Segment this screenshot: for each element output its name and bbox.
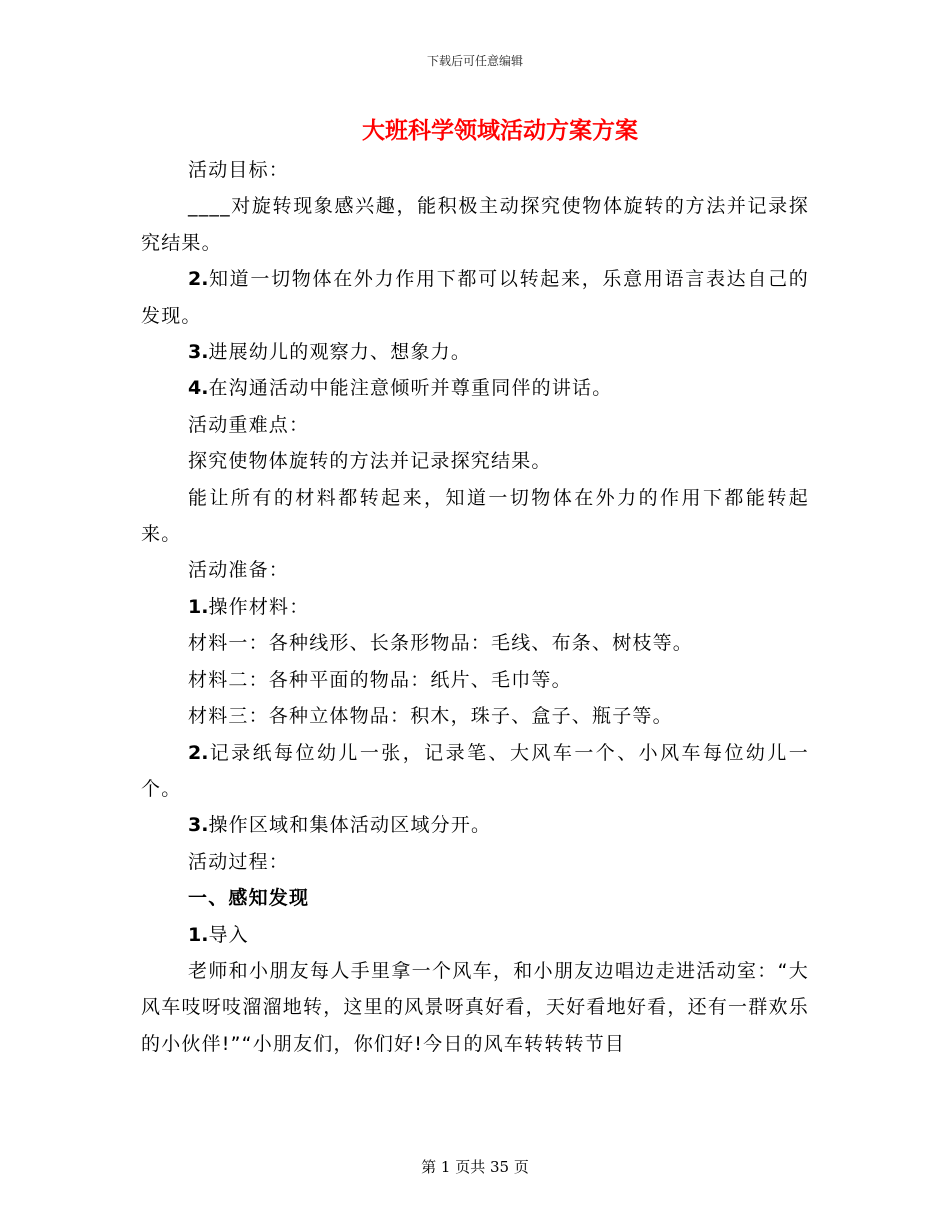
header-note: 下载后可任意编辑: [426, 54, 523, 68]
paragraph: 活动重难点：: [188, 413, 310, 436]
item-number: 4.: [188, 377, 209, 400]
paragraph-text: 操作区域和集体活动区域分开。: [208, 814, 492, 837]
paragraph: 探究使物体旋转的方法并记录探究结果。: [188, 450, 552, 473]
paragraph: ____对旋转现象感兴趣，能积极主动探究使物体旋转的方法并记录探究结果。: [141, 195, 809, 254]
numbered-paragraph: [141, 261, 809, 334]
numbered-paragraph: [141, 334, 809, 370]
item-number: 1.: [188, 595, 209, 618]
paragraph: 能让所有的材料都转起来，知道一切物体在外力的作用下都能转起来。: [141, 486, 809, 546]
item-number: 2.: [188, 268, 209, 291]
paragraph: 活动过程：: [188, 850, 290, 873]
numbered-paragraph: [141, 589, 809, 625]
paragraph: 活动目标：: [188, 159, 290, 181]
page-footer: 第 1 页共 35 页: [421, 1158, 529, 1176]
paragraph: 材料一：各种线形、长条形物品：毛线、布条、树枝等。: [188, 632, 694, 655]
paragraph-text: 操作材料：: [208, 595, 310, 618]
numbered-paragraph: [141, 735, 809, 808]
paragraph: 老师和小朋友每人手里拿一个风车，和小朋友边唱边走进活动室：“大风车吱呀吱溜溜地转，这里的风景呀真好看，天好看地好看，还有一群欢乐的小伙伴!”“小朋友们，你们好!今日的风车转转转节目: [141, 959, 809, 1055]
item-number: 3.: [188, 341, 209, 364]
paragraph: 活动准备：: [188, 559, 290, 582]
section-heading: 一、感知发现: [188, 887, 310, 910]
paragraph-text: 进展幼儿的观察力、想象力。: [208, 341, 472, 364]
paragraph-text: 导入: [208, 923, 249, 946]
paragraph-text: 知道一切物体在外力作用下都可以转起来，乐意用语言表达自己的发现。: [141, 268, 809, 327]
paragraph-text: 记录纸每位幼儿一张，记录笔、大风车一个、小风车每位幼儿一个。: [141, 741, 809, 800]
paragraph-text: 在沟通活动中能注意倾听并尊重同伴的讲话。: [208, 377, 613, 400]
numbered-paragraph: [141, 807, 809, 843]
document-body: [141, 152, 809, 1062]
numbered-paragraph: [141, 370, 809, 406]
numbered-paragraph: [141, 917, 809, 953]
document-title: 大班科学领域活动方案方案: [362, 117, 638, 144]
item-number: 3.: [188, 814, 209, 837]
paragraph: 材料二：各种平面的物品：纸片、毛巾等。: [188, 668, 572, 691]
item-number: 2.: [188, 741, 209, 764]
item-number: 1.: [188, 923, 209, 946]
paragraph: 材料三：各种立体物品：积木，珠子、盒子、瓶子等。: [188, 705, 673, 728]
